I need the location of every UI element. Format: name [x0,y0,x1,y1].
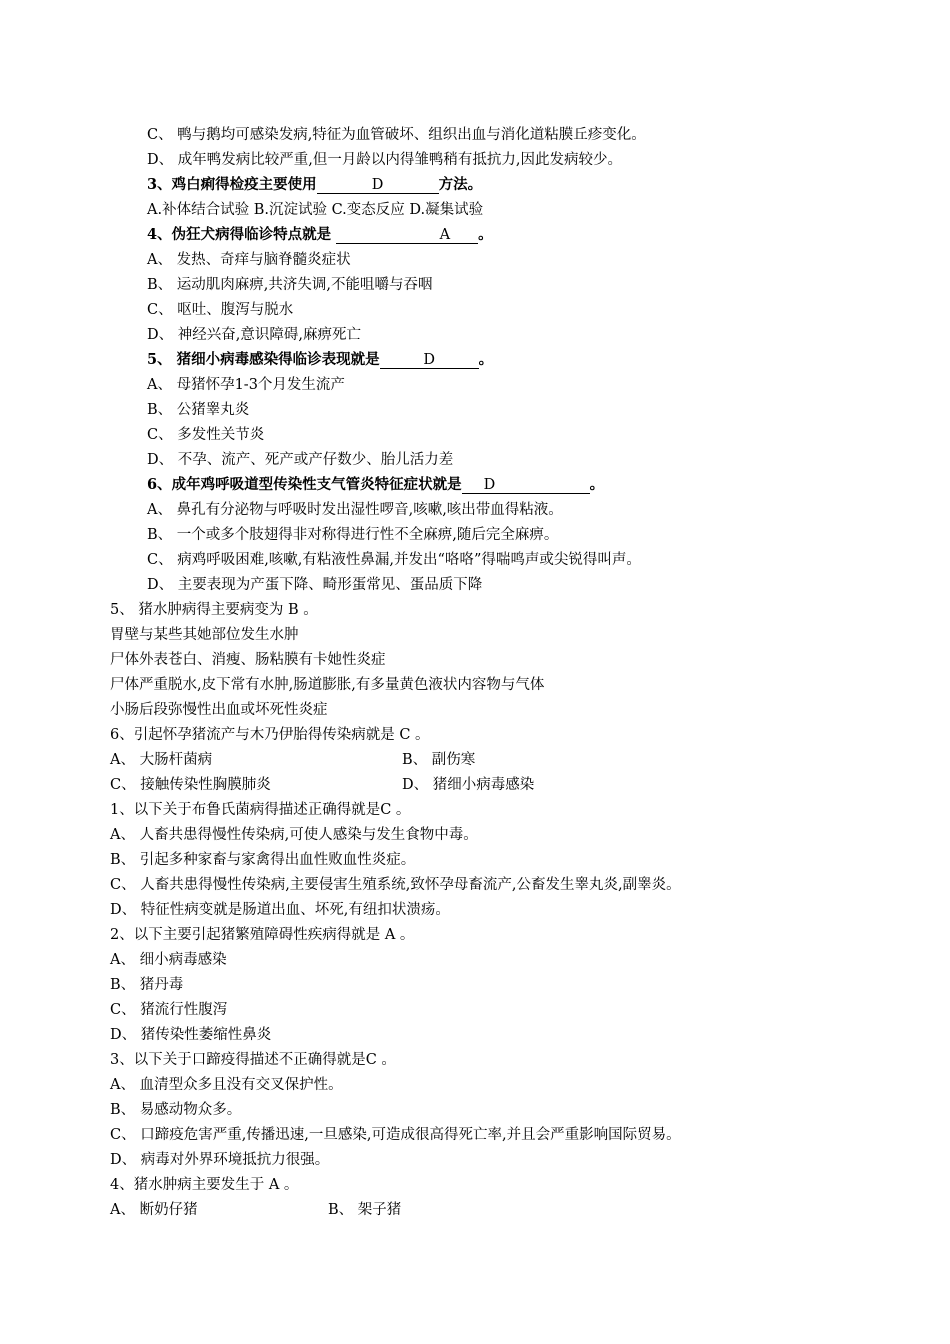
question-3-fmd: 3、以下关于口蹄疫得描述不正确得就是C 。 [110,1052,396,1068]
option-c: C、 多发性关节炎 [147,427,265,443]
option-c: C、 呕吐、腹泻与脱水 [147,302,294,318]
question-text: 5、 猪细小病毒感染得临诊表现就是 [147,351,380,368]
option-text: 尸体外表苍白、消瘦、肠粘膜有卡她性炎症 [110,652,386,668]
option-a: A、 血清型众多且没有交叉保护性。 [110,1077,343,1093]
option-text: 尸体严重脱水,皮下常有水肿,肠道膨胀,有多量黄色液状内容物与气体 [110,677,545,693]
option-b: B、 引起多种家畜与家禽得出血性败血性炎症。 [110,852,416,868]
options-row [110,750,475,770]
option-a: A、 大肠杆菌病 [110,752,213,768]
question-4-pseudorabies [147,225,493,245]
option-d: D、 不孕、流产、死产或产仔数少、胎儿活力差 [147,452,454,468]
question-2-reproductive: 2、以下主要引起猪繁殖障碍性疾病得就是 A 。 [110,927,415,943]
option-d: D、 主要表现为产蛋下降、畸形蛋常见、蛋品质下降 [147,577,483,593]
options-row [110,1200,401,1220]
answer-blank: D [462,477,590,494]
option-c: C、 病鸡呼吸困难,咳嗽,有粘液性鼻漏,并发出“咯咯”得喘鸣声或尖锐得叫声。 [147,552,641,568]
option-text: 胃壁与某些其她部位发生水肿 [110,627,299,643]
answer-blank: A [336,227,478,244]
option-a: A、 发热、奇痒与脑脊髓炎症状 [147,252,351,268]
option-text: 小肠后段弥慢性出血或坏死性炎症 [110,702,328,718]
question-text: 4、伪狂犬病得临诊特点就是 [147,226,337,243]
option-d: D、 猪细小病毒感染 [402,777,535,793]
option-c-duck-plague: C、 鸭与鹅均可感染发病,特征为血管破坏、组织出血与消化道粘膜丘疹变化。 [147,127,646,143]
answer-blank: D [380,352,479,369]
option-a: A、 细小病毒感染 [110,952,227,968]
option-a: A、 断奶仔猪 [110,1202,198,1218]
options-row [110,775,534,795]
option-d: D、 病毒对外界环境抵抗力很强。 [110,1152,330,1168]
question-1-brucellosis: 1、以下关于布鲁氏菌病得描述正确得就是C 。 [110,802,411,818]
option-b: B、 运动肌肉麻痹,共济失调,不能咀嚼与吞咽 [147,277,433,293]
question-3-pullorum [147,175,482,195]
option-b: B、 易感动物众多。 [110,1102,242,1118]
option-c: C、 口蹄疫危害严重,传播迅速,一旦感染,可造成很高得死亡率,并且会严重影响国际贸易。 [110,1127,681,1143]
question-tail: 。 [478,351,494,368]
option-c: C、 接触传染性胸膜肺炎 [110,777,271,793]
option-d-duck-plague: D、 成年鸭发病比较严重,但一月龄以内得雏鸭稍有抵抗力,因此发病较少。 [147,152,622,168]
question-5-edema: 5、 猪水肿病得主要病变为 B 。 [110,602,318,618]
option-c: C、 猪流行性腹泻 [110,1002,228,1018]
question-6-abortion: 6、引起怀孕猪流产与木乃伊胎得传染病就是 C 。 [110,727,430,743]
answer-blank: D [317,177,439,194]
option-b: B、 猪丹毒 [110,977,184,993]
question-text: 6、成年鸡呼吸道型传染性支气管炎特征症状就是 [147,476,462,493]
option-b: B、 公猪睾丸炎 [147,402,250,418]
option-b: B、 一个或多个肢翅得非对称得进行性不全麻痹,随后完全麻痹。 [147,527,559,543]
question-tail: 方法。 [438,176,483,193]
question-4-edema-age: 4、猪水肿病主要发生于 A 。 [110,1177,299,1193]
question-5-parvovirus [147,350,493,370]
option-b: B、 副伤寒 [402,752,476,768]
question-tail: 。 [478,226,493,243]
option-d: D、 神经兴奋,意识障碍,麻痹死亡 [147,327,361,343]
option-c: C、 人畜共患得慢性传染病,主要侵害生殖系统,致怀孕母畜流产,公畜发生睾丸炎,副睾炎。 [110,877,681,893]
question-6-bronchitis [147,475,604,495]
question-text: 3、鸡白痢得检疫主要使用 [147,176,317,193]
option-a: A、 鼻孔有分泌物与呼吸时发出湿性啰音,咳嗽,咳出带血得粘液。 [147,502,563,518]
option-d: D、 猪传染性萎缩性鼻炎 [110,1027,272,1043]
question-tail: 。 [589,476,605,493]
option-b: B、 架子猪 [328,1202,402,1218]
options-row-pullorum: A.补体结合试验 B.沉淀试验 C.变态反应 D.凝集试验 [147,202,484,218]
option-d: D、 特征性病变就是肠道出血、坏死,有纽扣状溃疡。 [110,902,450,918]
option-a: A、 人畜共患得慢性传染病,可使人感染与发生食物中毒。 [110,827,478,843]
option-a: A、 母猪怀孕1-3个月发生流产 [147,377,345,393]
